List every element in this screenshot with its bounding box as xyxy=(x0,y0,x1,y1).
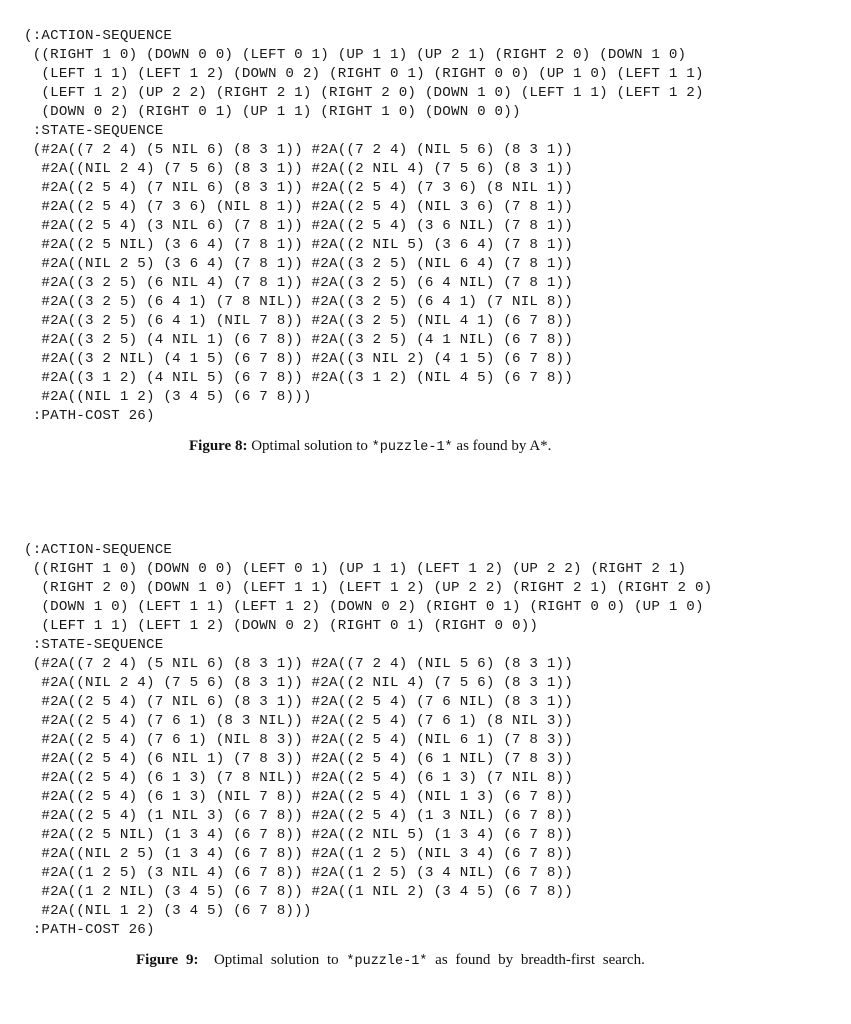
code-line: (#2A((7 2 4) (5 NIL 6) (8 3 1)) #2A((7 2 4) (NIL 5 6) (8 3 1)) xyxy=(24,656,573,672)
code-line: :PATH-COST 26) xyxy=(24,408,155,424)
figure-caption xyxy=(136,951,656,971)
caption-label: Figure 9: xyxy=(136,952,199,968)
code-line: #2A((2 5 4) (7 6 1) (8 3 NIL)) #2A((2 5 4) (7 6 1) (8 NIL 3)) xyxy=(24,713,573,729)
code-line: :STATE-SEQUENCE xyxy=(24,637,164,653)
code-line: (LEFT 1 2) (UP 2 2) (RIGHT 2 1) (RIGHT 2 0) (DOWN 1 0) (LEFT 1 1) (LEFT 1 2) xyxy=(24,85,704,101)
caption-text: as found by A*. xyxy=(452,438,552,454)
code-line: #2A((2 5 4) (6 1 3) (7 8 NIL)) #2A((2 5 4) (6 1 3) (7 NIL 8)) xyxy=(24,770,573,786)
code-line: ((RIGHT 1 0) (DOWN 0 0) (LEFT 0 1) (UP 1 1) (UP 2 1) (RIGHT 2 0) (DOWN 1 0) xyxy=(24,47,687,63)
code-line: (DOWN 0 2) (RIGHT 0 1) (UP 1 1) (RIGHT 1 0) (DOWN 0 0)) xyxy=(24,104,521,120)
code-line: #2A((NIL 2 5) (3 6 4) (7 8 1)) #2A((3 2 5) (NIL 6 4) (7 8 1)) xyxy=(24,256,573,272)
code-line: #2A((NIL 2 5) (1 3 4) (6 7 8)) #2A((1 2 5) (NIL 3 4) (6 7 8)) xyxy=(24,846,573,862)
code-line: #2A((NIL 1 2) (3 4 5) (6 7 8))) xyxy=(24,903,312,919)
caption-label: Figure 8: xyxy=(189,438,248,454)
code-line: #2A((2 5 NIL) (3 6 4) (7 8 1)) #2A((2 NIL 5) (3 6 4) (7 8 1)) xyxy=(24,237,573,253)
code-line: #2A((3 1 2) (4 NIL 5) (6 7 8)) #2A((3 1 2) (NIL 4 5) (6 7 8)) xyxy=(24,370,573,386)
code-line: #2A((3 2 5) (6 4 1) (7 8 NIL)) #2A((3 2 5) (6 4 1) (7 NIL 8)) xyxy=(24,294,573,310)
code-line: #2A((3 2 5) (6 4 1) (NIL 7 8)) #2A((3 2 5) (NIL 4 1) (6 7 8)) xyxy=(24,313,573,329)
code-line: #2A((2 5 NIL) (1 3 4) (6 7 8)) #2A((2 NIL 5) (1 3 4) (6 7 8)) xyxy=(24,827,573,843)
code-line: :STATE-SEQUENCE xyxy=(24,123,164,139)
code-line: (DOWN 1 0) (LEFT 1 1) (LEFT 1 2) (DOWN 0 2) (RIGHT 0 1) (RIGHT 0 0) (UP 1 0) xyxy=(24,599,704,615)
code-line: #2A((NIL 1 2) (3 4 5) (6 7 8))) xyxy=(24,389,312,405)
caption-text: Optimal solution to xyxy=(213,952,347,968)
caption-code: *puzzle-1* xyxy=(371,440,453,455)
code-line: (#2A((7 2 4) (5 NIL 6) (8 3 1)) #2A((7 2 4) (NIL 5 6) (8 3 1)) xyxy=(24,142,573,158)
code-line: #2A((2 5 4) (6 NIL 1) (7 8 3)) #2A((2 5 4) (6 1 NIL) (7 8 3)) xyxy=(24,751,573,767)
caption-text: Optimal solution to xyxy=(251,438,372,454)
code-line: #2A((2 5 4) (7 6 1) (NIL 8 3)) #2A((2 5 4) (NIL 6 1) (7 8 3)) xyxy=(24,732,573,748)
code-line: :PATH-COST 26) xyxy=(24,922,155,938)
code-line: (:ACTION-SEQUENCE xyxy=(24,28,173,44)
code-line: (:ACTION-SEQUENCE xyxy=(24,542,173,558)
code-line: #2A((3 2 5) (4 NIL 1) (6 7 8)) #2A((3 2 5) (4 1 NIL) (6 7 8)) xyxy=(24,332,573,348)
code-line: #2A((3 2 5) (6 NIL 4) (7 8 1)) #2A((3 2 5) (6 4 NIL) (7 8 1)) xyxy=(24,275,573,291)
code-line: #2A((NIL 2 4) (7 5 6) (8 3 1)) #2A((2 NIL 4) (7 5 6) (8 3 1)) xyxy=(24,161,573,177)
code-line: #2A((3 2 NIL) (4 1 5) (6 7 8)) #2A((3 NIL 2) (4 1 5) (6 7 8)) xyxy=(24,351,573,367)
code-line: (RIGHT 2 0) (DOWN 1 0) (LEFT 1 1) (LEFT 1 2) (UP 2 2) (RIGHT 2 1) (RIGHT 2 0) xyxy=(24,580,713,596)
code-line: (LEFT 1 1) (LEFT 1 2) (DOWN 0 2) (RIGHT 0 1) (RIGHT 0 0) (UP 1 0) (LEFT 1 1) xyxy=(24,66,704,82)
code-line: #2A((2 5 4) (6 1 3) (NIL 7 8)) #2A((2 5 4) (NIL 1 3) (6 7 8)) xyxy=(24,789,573,805)
caption-code: *puzzle-1* xyxy=(346,954,428,969)
code-line: #2A((NIL 2 4) (7 5 6) (8 3 1)) #2A((2 NIL 4) (7 5 6) (8 3 1)) xyxy=(24,675,573,691)
code-line: #2A((2 5 4) (7 3 6) (NIL 8 1)) #2A((2 5 4) (NIL 3 6) (7 8 1)) xyxy=(24,199,573,215)
figure-caption xyxy=(189,437,789,457)
code-line: #2A((2 5 4) (7 NIL 6) (8 3 1)) #2A((2 5 4) (7 6 NIL) (8 3 1)) xyxy=(24,694,573,710)
code-line: ((RIGHT 1 0) (DOWN 0 0) (LEFT 0 1) (UP 1 1) (LEFT 1 2) (UP 2 2) (RIGHT 2 1) xyxy=(24,561,687,577)
code-line: #2A((2 5 4) (3 NIL 6) (7 8 1)) #2A((2 5 4) (3 6 NIL) (7 8 1)) xyxy=(24,218,573,234)
code-line: (LEFT 1 1) (LEFT 1 2) (DOWN 0 2) (RIGHT 0 1) (RIGHT 0 0)) xyxy=(24,618,539,634)
code-line: #2A((1 2 5) (3 NIL 4) (6 7 8)) #2A((1 2 5) (3 4 NIL) (6 7 8)) xyxy=(24,865,573,881)
code-line: #2A((2 5 4) (1 NIL 3) (6 7 8)) #2A((2 5 4) (1 3 NIL) (6 7 8)) xyxy=(24,808,573,824)
code-line: #2A((2 5 4) (7 NIL 6) (8 3 1)) #2A((2 5 4) (7 3 6) (8 NIL 1)) xyxy=(24,180,573,196)
caption-text: as found by breadth-first search. xyxy=(427,952,645,968)
code-line: #2A((1 2 NIL) (3 4 5) (6 7 8)) #2A((1 NIL 2) (3 4 5) (6 7 8)) xyxy=(24,884,573,900)
